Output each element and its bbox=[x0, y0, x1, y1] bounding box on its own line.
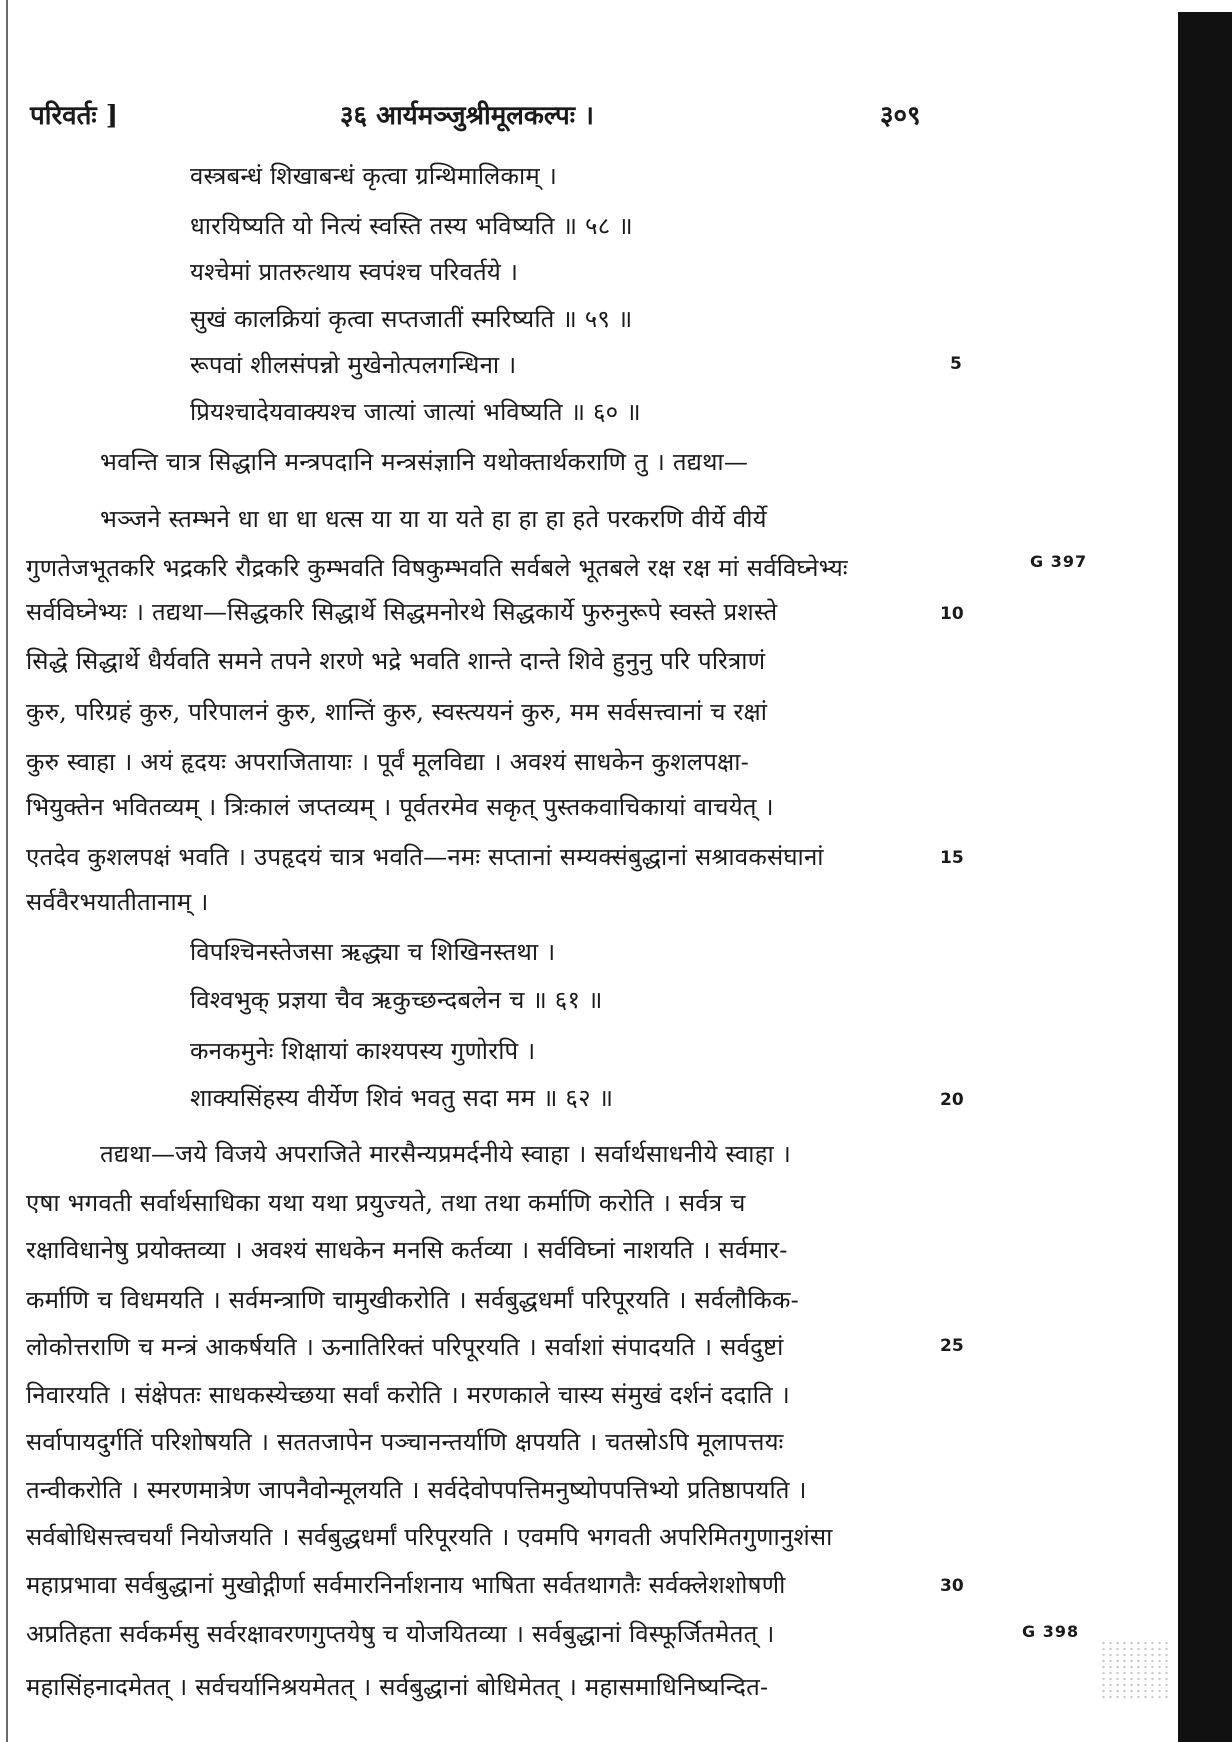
prose-line: कुरु स्वाहा । अयं हृदयः अपराजितायाः । पूर्वं मूलविद्या । अवश्यं साधकेन कुशलपक्षा- bbox=[26, 748, 749, 776]
prose-line: रक्षाविधानेषु प्रयोक्तव्या । अवश्यं साधकेन मनसि कर्तव्या । सर्वविघ्नां नाशयति । सर्वमार- bbox=[26, 1236, 788, 1264]
prose-line: भियुक्तेन भवितव्यम् । त्रिःकालं जप्तव्यम् । पूर्वतरमेव सकृत् पुस्तकवाचिकायां वाचयेत् । bbox=[26, 793, 774, 821]
prose-line: लोकोत्तराणि च मन्त्रं आकर्षयति । ऊनातिरिक्तं परिपूरयति । सर्वाशां संपादयति । सर्वदुष्टां bbox=[26, 1333, 784, 1361]
prose-line: तद्यथा—जये विजये अपराजिते मारसैन्यप्रमर्दनीये स्वाहा । सर्वार्थसाधनीये स्वाहा । bbox=[100, 1140, 791, 1168]
prose-line: एषा भगवती सर्वार्थसाधिका यथा यथा प्रयुज्यते, तथा तथा कर्माणि करोति । सर्वत्र च bbox=[26, 1189, 746, 1217]
prose-line: अप्रतिहता सर्वकर्मसु सर्वरक्षावरणगुप्तयेषु च योजयितव्या । सर्वबुद्धानां विस्फूर्जितमेतत् । bbox=[26, 1620, 775, 1648]
verse-line: धारयिष्यति यो नित्यं स्वस्ति तस्य भविष्यति ॥ ५८ ॥ bbox=[190, 212, 633, 240]
prose-line: सर्वापायदुर्गतिं परिशोषयति । सततजापेन पञ्चानन्तर्याणि क्षपयति । चतस्रोऽपि मूलापत्तयः bbox=[26, 1428, 784, 1456]
verse-line: वस्त्रबन्धं शिखाबन्धं कृत्वा ग्रन्थिमालिकाम् । bbox=[190, 162, 558, 190]
prose-line: सिद्धे सिद्धार्थे धैर्यवति समने तपने शरणे भद्रे भवति शान्ते दान्ते शिवे हुनुनु परि परित्राणं bbox=[26, 647, 766, 675]
verse-line: विश्वभुक् प्रज्ञया चैव ऋकुच्छन्दबलेन च ॥ ६१ ॥ bbox=[190, 986, 603, 1014]
line-number: 20 bbox=[940, 1090, 964, 1110]
line-number: 30 bbox=[940, 1576, 964, 1596]
verse-line: रूपवां शीलसंपन्नो मुखेनोत्पलगन्धिना । bbox=[190, 351, 517, 379]
scan-border-top-gap bbox=[1160, 0, 1232, 12]
margin-reference: G 397 bbox=[1030, 552, 1088, 571]
verse-line: शाक्यसिंहस्य वीर्येण शिवं भवतु सदा मम ॥ ६२ ॥ bbox=[190, 1084, 614, 1112]
prose-line: एतदेव कुशलपक्षं भवति । उपहृदयं चात्र भवति—नमः सप्तानां सम्यक्संबुद्धानां सश्रावकसंघानां bbox=[26, 843, 824, 871]
scan-dark-border bbox=[1178, 8, 1232, 1742]
prose-line: सर्वविघ्नेभ्यः । तद्यथा—सिद्धकरि सिद्धार्थे सिद्धमनोरथे सिद्धकार्ये फुरुनुरूपे स्वस्ते प्रशस्ते bbox=[26, 598, 778, 626]
verse-line: यश्चेमां प्रातरुत्थाय स्वपंश्च परिवर्तये । bbox=[190, 258, 519, 286]
page-number: ३०९ bbox=[880, 101, 921, 131]
chapter-marker: परिवर्तः ] bbox=[30, 101, 119, 131]
verse-line: कनकमुनेः शिक्षायां काश्यपस्य गुणोरपि । bbox=[190, 1037, 536, 1065]
prose-line: गुणतेजभूतकरि भद्रकरि रौद्रकरि कुम्भवति विषकुम्भवति सर्वबले भूतबले रक्ष रक्ष मां सर्वविघ्नेभ्यः bbox=[26, 554, 848, 582]
prose-line: महाप्रभावा सर्वबुद्धानां मुखोद्गीर्णा सर्वमारनिर्नाशनाय भाषिता सर्वतथागतैः सर्वक्लेशशोषणी bbox=[26, 1571, 786, 1599]
running-header bbox=[0, 96, 1232, 136]
line-number: 5 bbox=[950, 354, 962, 374]
prose-line: भञ्जने स्तम्भने धा धा धा धत्स या या या यते हा हा हा हते परकरणि वीर्ये वीर्ये bbox=[100, 505, 767, 533]
verse-line: प्रियश्चादेयवाक्यश्च जात्यां जात्यां भविष्यति ॥ ६० ॥ bbox=[190, 398, 641, 426]
prose-line: सर्ववैरभयातीतानाम् । bbox=[26, 888, 209, 916]
prose-line: महासिंहनादमेतत् । सर्वचर्यानिश्रयमेतत् । सर्वबुद्धानां बोधिमेतत् । महासमाधिनिष्यन्दित- bbox=[26, 1673, 769, 1701]
verse-line: सुखं कालक्रियां कृत्वा सप्तजातीं स्मरिष्यति ॥ ५९ ॥ bbox=[190, 305, 633, 333]
margin-reference: G 398 bbox=[1022, 1622, 1080, 1641]
line-number: 10 bbox=[940, 604, 964, 624]
line-number: 15 bbox=[940, 848, 964, 868]
prose-line: सर्वबोधिसत्त्वचर्यां नियोजयति । सर्वबुद्धधर्मां परिपूरयति । एवमपि भगवती अपरिमितगुणानुशंसा bbox=[26, 1523, 833, 1551]
prose-line: कुरु, परिग्रहं कुरु, परिपालनं कुरु, शान्तिं कुरु, स्वस्त्ययनं कुरु, मम सर्वसत्त्वानां च रक्षां bbox=[26, 698, 768, 726]
line-number: 25 bbox=[940, 1336, 964, 1356]
scan-noise bbox=[1100, 1640, 1170, 1700]
prose-line: निवारयति । संक्षेपतः साधकस्येच्छया सर्वां करोति । मरणकाले चास्य संमुखं दर्शनं ददाति । bbox=[26, 1381, 790, 1409]
verse-line: विपश्चिनस्तेजसा ऋद्ध्या च शिखिनस्तथा । bbox=[190, 938, 556, 966]
running-title: ३६ आर्यमञ्जुश्रीमूलकल्पः । bbox=[340, 101, 594, 131]
prose-line: तन्वीकरोति । स्मरणमात्रेण जापनैवोन्मूलयति । सर्वदेवोपपत्तिमनुष्योपपत्तिभ्यो प्रतिष्ठापयति । bbox=[26, 1476, 807, 1504]
prose-line: भवन्ति चात्र सिद्धानि मन्त्रपदानि मन्त्रसंज्ञानि यथोक्तार्थकराणि तु । तद्यथा— bbox=[100, 448, 749, 476]
left-page-edge bbox=[6, 0, 8, 1742]
prose-line: कर्माणि च विधमयति । सर्वमन्त्राणि चामुखीकरोति । सर्वबुद्धधर्मां परिपूरयति । सर्वलौकिक- bbox=[26, 1286, 799, 1314]
